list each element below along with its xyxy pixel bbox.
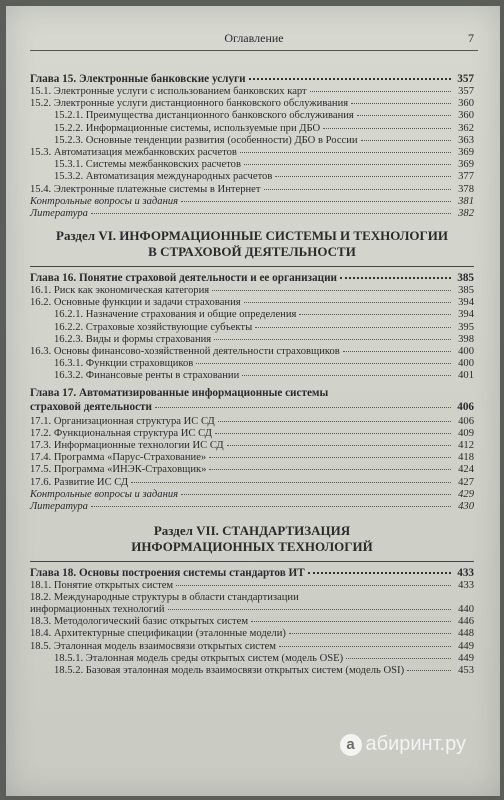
toc-entry-text: 17.4. Программа «Парус-Страхование» — [30, 452, 207, 464]
toc-page-number: 363 — [458, 134, 474, 146]
leader-dots — [289, 633, 451, 634]
toc-chapter-entry — [30, 566, 474, 580]
toc-page-number: 382 — [458, 207, 474, 219]
leader-dots — [209, 457, 451, 458]
running-title: Оглавление — [224, 31, 284, 45]
leader-dots — [212, 290, 451, 291]
leader-dots — [131, 482, 451, 483]
toc-chapter-entry — [30, 386, 474, 416]
toc-entry-text: 18.2. Международные структуры в области стандартизации — [30, 592, 299, 604]
toc-entry — [30, 592, 474, 616]
section-heading-line: Раздел VII. СТАНДАРТИЗАЦИЯ — [153, 523, 351, 539]
leader-dots — [255, 327, 451, 328]
toc-entry — [30, 208, 474, 220]
leader-dots — [168, 609, 451, 610]
toc-entry-text: Глава 18. Основы построения системы стандартов ИТ — [30, 567, 305, 580]
toc-block-chapter-16 — [30, 271, 474, 383]
leader-dots — [279, 646, 451, 647]
toc-entry-text: 15.3. Автоматизация межбанковских расчетов — [30, 146, 237, 158]
toc-entry — [30, 358, 474, 370]
toc-page-number: 433 — [458, 580, 474, 592]
toc-page-number: 398 — [458, 333, 474, 345]
section-heading-line: В СТРАХОВОЙ ДЕЯТЕЛЬНОСТИ — [148, 244, 356, 260]
divider — [30, 266, 474, 267]
toc-page-number: 394 — [458, 309, 474, 321]
toc-entry — [30, 628, 474, 640]
leader-dots — [249, 78, 451, 80]
toc-entry-text: Глава 17. Автоматизированные информационные системы — [30, 386, 329, 399]
toc-entry-text: 17.3. Информационные технологии ИС СД — [30, 439, 224, 451]
toc-page-number: 377 — [458, 171, 474, 183]
toc-page-number: 409 — [458, 427, 474, 439]
toc-entry-text: 15.3.1. Системы межбанковских расчетов — [54, 159, 241, 171]
toc-page-number: 381 — [458, 195, 474, 207]
leader-dots — [340, 277, 451, 279]
toc-entry-text: 16.2.2. Страховые хозяйствующие субъекты — [54, 321, 253, 333]
toc-page-number: 433 — [457, 567, 474, 580]
toc-page-number: 449 — [458, 640, 474, 652]
toc-entry-text: Глава 16. Понятие страховой деятельности и ее организации — [30, 272, 337, 285]
toc-entry-text: 15.2.1. Преимущества дистанционного банковского обслуживания — [54, 110, 354, 122]
leader-dots — [357, 115, 451, 116]
toc-entry — [30, 616, 474, 628]
leader-dots — [240, 152, 451, 153]
leader-dots — [275, 176, 451, 177]
leader-dots — [244, 302, 451, 303]
page-header — [30, 28, 478, 51]
leader-dots — [251, 621, 451, 622]
toc-entry — [30, 334, 474, 346]
toc-entry — [30, 428, 474, 440]
toc-entry-text: 18.5.1. Эталонная модель среды открытых систем (модель OSE) — [54, 652, 344, 664]
toc-page-number: 362 — [458, 122, 474, 134]
leader-dots — [196, 363, 451, 364]
toc-entry — [30, 477, 474, 489]
toc-entry — [30, 309, 474, 321]
toc-entry-text: 15.2.2. Информационные системы, используемые при ДБО — [54, 122, 321, 134]
leader-dots — [176, 585, 451, 586]
toc-page-number: 440 — [458, 604, 474, 616]
leader-dots — [343, 351, 451, 352]
leader-dots — [181, 201, 451, 202]
toc-entry — [30, 489, 474, 501]
toc-entry — [30, 440, 474, 452]
toc-entry-text: 15.2. Электронные услуги дистанционного банковского обслуживания — [30, 98, 349, 110]
toc-block-chapter-18-cont — [30, 616, 474, 677]
toc-entry-text: 16.3. Основы финансово-хозяйственной деятельности страховщиков — [30, 346, 340, 357]
leader-dots — [215, 433, 451, 434]
toc-entry-text: 17.5. Программа «ИНЭК-Страховщик» — [30, 464, 207, 476]
toc-entry-text: 15.4. Электронные платежные системы в Интернет — [30, 183, 261, 195]
leader-dots — [308, 572, 451, 574]
toc-entry-text: информационных технологий — [30, 604, 165, 616]
leader-dots — [91, 213, 451, 214]
toc-entry-text: 17.1. Организационная структура ИС СД — [30, 415, 215, 427]
leader-dots — [299, 314, 451, 315]
toc-page-number: 369 — [458, 159, 474, 171]
toc-entry-text: 17.2. Функциональная структура ИС СД — [30, 427, 212, 439]
leader-dots — [155, 407, 451, 408]
toc-block-chapter-15 — [30, 72, 474, 220]
toc-entry — [30, 110, 474, 122]
toc-entry — [30, 123, 474, 135]
toc-entry — [30, 370, 474, 382]
page-number: 7 — [468, 31, 474, 45]
toc-page-number: 400 — [458, 358, 474, 370]
toc-entry — [30, 464, 474, 476]
leader-dots — [227, 445, 451, 446]
section-heading-7 — [30, 523, 474, 555]
toc-page-number: 427 — [458, 476, 474, 488]
leader-dots — [310, 91, 451, 92]
toc-entry — [30, 184, 474, 196]
section-heading-line: Раздел VI. ИНФОРМАЦИОННЫЕ СИСТЕМЫ И ТЕХНОЛОГИИ — [56, 228, 448, 244]
leader-dots — [214, 339, 451, 340]
leader-dots — [244, 164, 451, 165]
toc-entry — [30, 452, 474, 464]
section-heading-6 — [30, 228, 474, 260]
toc-entry — [30, 580, 474, 592]
leader-dots — [351, 103, 451, 104]
toc-entry-text: страховой деятельности — [30, 400, 152, 413]
toc-entry-text: Литература — [30, 500, 88, 512]
toc-page-number: 412 — [458, 439, 474, 451]
toc-entry-text: Контрольные вопросы и задания — [30, 488, 179, 500]
toc-page-number: 430 — [458, 500, 474, 512]
toc-entry-text: Литература — [30, 207, 88, 219]
toc-entry-text: 16.1. Риск как экономическая категория — [30, 285, 210, 297]
toc-entry-text: 18.5.2. Базовая эталонная модель взаимосвязи открытых систем (модель OSI) — [54, 665, 405, 676]
leader-dots — [346, 658, 451, 659]
toc-page-number: 360 — [458, 110, 474, 122]
toc-entry-text: 16.2.3. Виды и формы страхования — [54, 333, 212, 345]
toc-entry — [30, 171, 474, 183]
toc-page-number: 401 — [458, 370, 474, 382]
toc-entry-text: 18.5. Эталонная модель взаимосвязи открытых систем — [30, 640, 276, 652]
toc-entry — [30, 346, 474, 358]
toc-entry-text: 15.2.3. Основные тенденции развития (особенности) ДБО в России — [54, 134, 358, 146]
leader-dots — [407, 670, 451, 671]
toc-page-number: 418 — [458, 452, 474, 464]
toc-chapter-entry — [30, 72, 474, 86]
toc-entry — [30, 416, 474, 428]
toc-entry-text: 16.3.2. Финансовые ренты в страховании — [54, 370, 240, 382]
toc-entry-text: 18.4. Архитектурные спецификации (эталонные модели) — [30, 628, 286, 640]
toc-entry-text: 16.3.1. Функции страховщиков — [54, 358, 194, 370]
toc-page-number: 395 — [458, 321, 474, 333]
toc-entry-text: Контрольные вопросы и задания — [30, 195, 179, 207]
toc-page-number: 385 — [458, 285, 474, 297]
toc-entry — [30, 665, 474, 677]
toc-page-number: 448 — [458, 628, 474, 640]
toc-page-number: 369 — [458, 146, 474, 158]
toc-entry — [30, 285, 474, 297]
toc-entry-text: 16.2.1. Назначение страхования и общие определения — [54, 309, 297, 321]
toc-entry-text: 17.6. Развитие ИС СД — [30, 476, 129, 488]
toc-entry — [30, 135, 474, 147]
toc-page-number: 360 — [458, 98, 474, 110]
section-heading-line: ИНФОРМАЦИОННЫХ ТЕХНОЛОГИЙ — [131, 539, 373, 555]
toc-page-number: 394 — [458, 297, 474, 309]
toc-entry-text: 16.2. Основные функции и задачи страхования — [30, 297, 241, 309]
leader-dots — [181, 494, 451, 495]
toc-page-number: 429 — [458, 488, 474, 500]
toc-page-number: 453 — [458, 665, 474, 676]
leader-dots — [209, 469, 451, 470]
leader-dots — [264, 189, 452, 190]
labirint-logo-icon: а — [340, 734, 362, 756]
toc-page-number: 406 — [458, 415, 474, 427]
toc-entry-text: 18.1. Понятие открытых систем — [30, 580, 174, 592]
toc-entry — [30, 196, 474, 208]
leader-dots — [323, 128, 451, 129]
toc-page-number: 446 — [458, 616, 474, 628]
table-of-contents — [30, 72, 474, 677]
toc-entry-text: 15.3.2. Автоматизация международных расчетов — [54, 171, 273, 183]
toc-page-number: 406 — [457, 400, 474, 413]
watermark-text: абиринт.ру — [365, 733, 466, 755]
toc-page-number: 357 — [457, 73, 474, 85]
toc-entry — [30, 297, 474, 309]
watermark — [340, 733, 467, 756]
leader-dots — [242, 375, 451, 376]
toc-page-number: 449 — [458, 652, 474, 664]
toc-page-number: 424 — [458, 464, 474, 476]
toc-entry — [30, 98, 474, 110]
toc-page-number: 400 — [458, 346, 474, 357]
book-page — [6, 6, 500, 796]
leader-dots — [218, 421, 451, 422]
toc-page-number: 357 — [458, 86, 474, 97]
toc-entry — [30, 147, 474, 159]
leader-dots — [91, 506, 451, 507]
toc-block-chapter-17 — [30, 416, 474, 514]
toc-entry — [30, 322, 474, 334]
toc-entry — [30, 501, 474, 513]
toc-entry-text: Глава 15. Электронные банковские услуги — [30, 73, 246, 85]
toc-page-number: 378 — [458, 183, 474, 195]
toc-entry-text: 18.3. Методологический базис открытых систем — [30, 616, 249, 628]
leader-dots — [361, 140, 451, 141]
toc-entry-text: 15.1. Электронные услуги с использованием банковских карт — [30, 86, 307, 97]
toc-entry — [30, 159, 474, 171]
divider — [30, 561, 474, 562]
toc-entry — [30, 653, 474, 665]
toc-page-number: 385 — [457, 272, 474, 285]
toc-block-chapter-18 — [30, 566, 474, 592]
toc-entry — [30, 641, 474, 653]
toc-chapter-entry — [30, 271, 474, 285]
toc-entry — [30, 86, 474, 98]
